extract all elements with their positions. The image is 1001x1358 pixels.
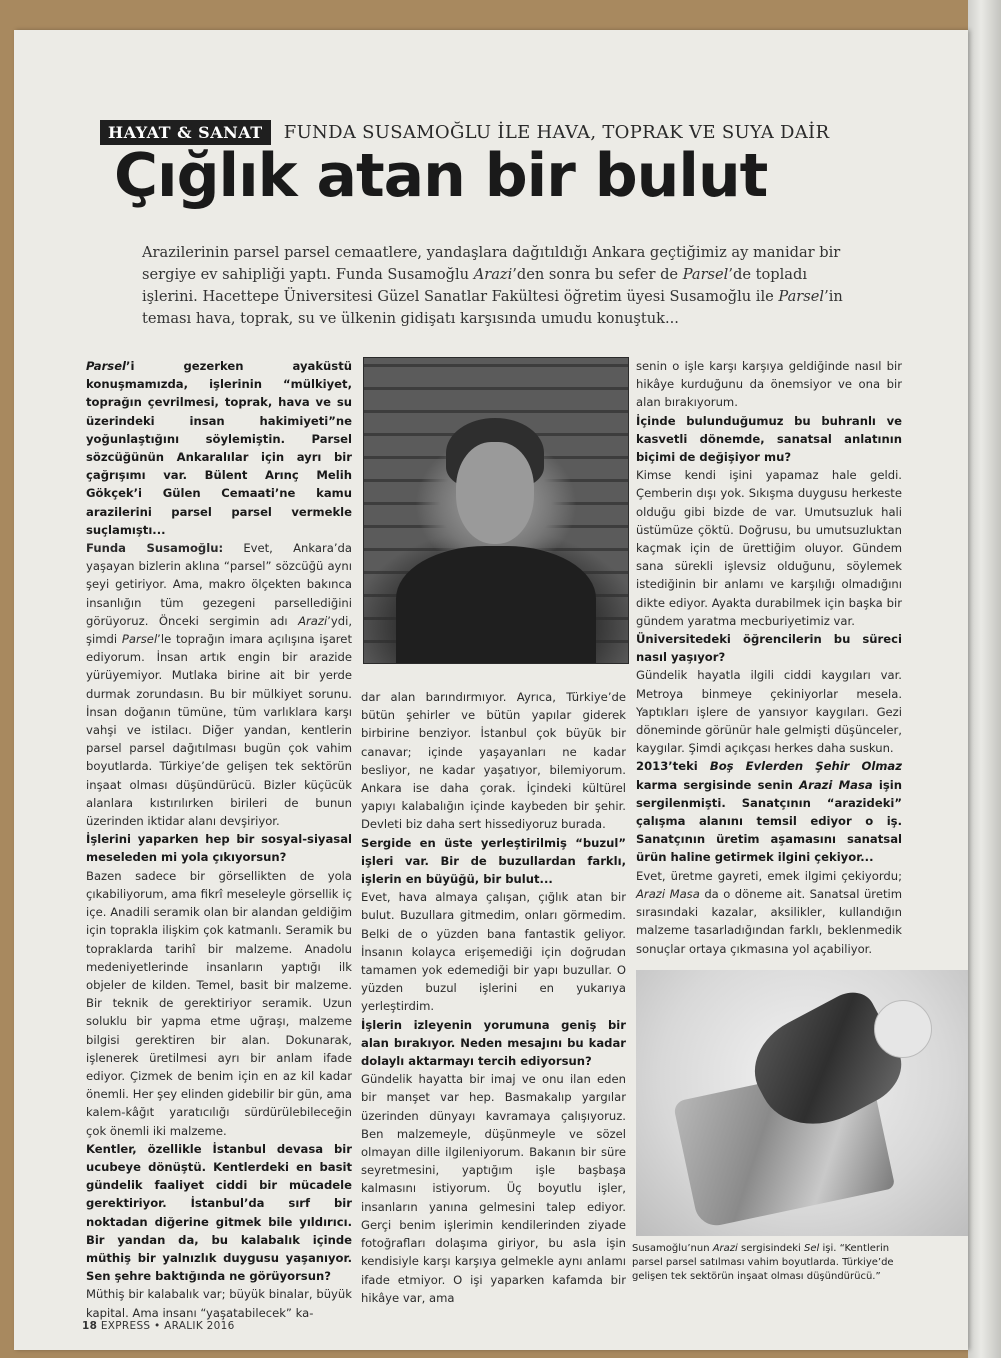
answer: Müthiş bir kalabalık var; büyük binalar, büyük kapital. Ama insanı “yaşatabilecek” ka- bbox=[86, 1287, 352, 1320]
text-column-1 bbox=[86, 357, 352, 1322]
page-footer bbox=[82, 1320, 235, 1332]
page-number: 18 bbox=[82, 1320, 98, 1332]
artist-portrait-photo bbox=[363, 357, 629, 664]
text-column-3 bbox=[636, 357, 902, 958]
question: İşlerini yaparken hep bir sosyal-siyasal meseleden mi yola çıkıyorsun? bbox=[86, 832, 352, 865]
answer: Gündelik hayatla ilgili ciddi kaygıları var. Metroya binmeye çekiniyorlar mesela. Yaptıkları işlere de yansıyor kaygıları. Gezi döneminde görünür hale gelmişti düşünceler, kaygılar. Şimdi açıkçası herkes daha suskun. bbox=[636, 668, 902, 756]
answer: dar alan barındırmıyor. Ayrıca, Türkiye’de bütün şehirler ve bütün yapılar giderek birbirine benziyor. İstanbul çok büyük bir canavar; içinde yaşayanları ne kadar besliyor, ne kadar yaşatıyor, bilemiyorum. Ankara ise daha çorak. İçindeki kültürel yapıyı kalabalığın içinde kaybeden bir şehir. Devleti biz daha sert hissediyoruz burada. bbox=[361, 690, 626, 832]
answer: Evet, üretme gayreti, emek ilgimi çekiyordu; Arazi Masa da o döneme ait. Sanatsal üretim sırasındaki kazalar, aksilikler, kullandığın malzeme tasarladığından farklı, beklenmedik sonuçlar ortaya çıkmasına yol açabiliyor. bbox=[636, 868, 903, 956]
answer: senin o işle karşı karşıya geldiğinde nasıl bir hikâye kurduğunu da önemsiyor ve ona bir alan bırakıyorum. bbox=[636, 359, 902, 410]
question: Kentler, özellikle İstanbul devasa bir ucubeye dönüştü. Kentlerdeki en basit gündelik faaliyet ciddi bir mücadele gerektiriyor. İstanbul’da sırf bir noktadan diğerine gitmek bile yıldırıcı. Bir yandan da, bu kalabalık içinde müthiş bir yalnızlık duygusu yaşanıyor. Sen şehre baktığında ne görüyorsun? bbox=[86, 1141, 352, 1284]
adjacent-page-edge bbox=[968, 0, 1001, 1358]
text-column-2 bbox=[361, 688, 626, 1307]
article-lead: Arazilerinin parsel parsel cemaatlere, yandaşlara dağıtıldığı Ankara geçtiğimiz ay manidar bir sergiye ev sahipliği yaptı. Funda Susamoğlu Arazi’den sonra bu sefer de Parsel’de topladı işlerini. Hacettepe Üniversitesi Güzel Sanatlar Fakültesi öğretim üyesi Susamoğlu ile Parsel’in teması hava, toprak, su ve ülkenin gidişatı karşısında umudu konuştuk... bbox=[142, 244, 843, 327]
article-headline: Çığlık atan bir bulut bbox=[114, 141, 768, 211]
question: İçinde bulunduğumuz bu buhranlı ve kasvetli dönemde, sanatsal anlatının biçimi de değişiyor mu? bbox=[636, 413, 902, 465]
question: İşlerin izleyenin yorumuna geniş bir alan bırakıyor. Neden mesajını bu kadar dolaylı aktarmayı tercih ediyorsun? bbox=[361, 1017, 626, 1069]
photo-caption: Susamoğlu’nun Arazi sergisindeki Sel işi. “Kentlerin parsel parsel satılması vahim boyutlarda. Türkiye’de gelişen tek sektörün inşaat olması düşündürücü.” bbox=[632, 1243, 894, 1282]
question: Üniversitedeki öğrencilerin bu süreci nasıl yaşıyor? bbox=[636, 632, 902, 665]
artwork-photo bbox=[636, 970, 968, 1236]
answer: Bazen sadece bir görsellikten de yola çıkabiliyorum, ama fikrî meseleyle görsellik iç içe. Anadili seramik olan bir alandan geldiğim için toprakla ilişkim çok katmanlı. Seramik bu topraklarda tarihî bir malzeme. Anadolu medeniyetlerinde insanların yaptığı ilk objeler de kilden. Temel, basit bir malzeme. Bir teknik de gerektiriyor seramik. Uzun soluklu bir yapma etme uğraşı, malzeme bilgisi gerektiren bir alan. Dokunarak, işlenerek üretilmesi ayrı bir anlam ifade ediyor. Çizmek de benim için en az kil kadar önemli. Her şey elinden gidebilir bir gün, ama kalem-kâğıt yaratıcılığı sürdürülebileceğin çok önemli iki malzeme. bbox=[86, 868, 352, 1138]
magazine-page bbox=[14, 30, 968, 1350]
answer: Evet, hava almaya çalışan, çığlık atan bir bulut. Buzullara gitmedim, onları görmedim. Belki de o yüzden bana fantastik geliyor. İnsanın kolayca erişemediği için doğrudan tamamen yok edemediği bir yapı buzullar. O yüzden buzul işlerini en yukarıya yerleştirdim. bbox=[361, 890, 626, 1014]
answer: Gündelik hayatta bir imaj ve onu ilan eden bir manşet var hep. Basmakalıp yargılar üzerinden dünyayı kavramaya çalışıyoruz. Ben malzemeyle, düşünmeyle ve sözel olmayan dille ilgileniyorum. Bakanın bir süre seyretmesini, yaptığım işle başbaşa kalmasını istiyorum. Üç boyutlu işler, insanların yanına gelmesini talep ediyor. Gerçi benim işlerimin kendilerinden ziyade fotoğrafları dolaşıma giriyor, bu asla işin kendisiyle karşı karşıya gelmekle aynı anlamı ifade etmiyor. O işi yaparken kafamda bir hikâye var, ama bbox=[361, 1072, 626, 1305]
section-label: HAYAT & SANAT bbox=[100, 120, 271, 145]
question: Sergide en üste yerleştirilmiş “buzul” işleri var. Bir de buzullardan farklı, işlerin en büyüğü, bir bulut... bbox=[361, 835, 626, 887]
question: Parsel’i gezerken ayaküstü konuşmamızda, işlerinin “mülkiyet, toprağın çevrilmesi, toprak, hava ve su üzerindeki insan hakimiyeti”ne yoğunlaştığını söylemiştin. Parsel sözcüğünün Ankaralılar için ayrı bir çağrışımı var. Bülent Arınç Melih Gökçek’i Gülen Cemaati’ne kamu arazilerini parsel parsel vermekle suçlamıştı... bbox=[86, 359, 352, 537]
answer: Funda Susamoğlu: Evet, Ankara’da yaşayan bizlerin aklına “parsel” sözcüğü aynı şeyi getiriyor. Ama, makro ölçekten bakınca insanlığın tüm gezegeni parsellediğini görüyoruz. Önceki sergimin adı Arazi’ydi, şimdi Parsel’le toprağın imara açılışına işaret ediyorum. İnsan artık engin bir arazide yürüyemiyor. Mutlaka birine ait bir yerde durmak zorundasın. Bu bir mülkiyet sorunu. İnsan doğanın tümüne, tüm varlıklara karşı vahşi ve istilacı. Diğer yandan, kentlerin parsel parsel dağıtılması bugün çok vahim boyutlarda. Türkiye’de gelişen tek sektörün inşaat olması düşündürücü. Bizler küçücük alanlara kıstırılırken birileri de bunun üzerinden iktidar alanı devşiriyor. bbox=[86, 541, 353, 829]
question: 2013’teki Boş Evlerden Şehir Olmaz karma sergisinde senin Arazi Masa işin sergilenmişti. Sanatçının “arazideki” çalışma alanını temsil ediyor o iş. Sanatçının üretim aşamasını sanatsal ürün haline getirmek ilgini çekiyor... bbox=[636, 759, 902, 865]
magazine-issue: EXPRESS • ARALIK 2016 bbox=[100, 1320, 235, 1332]
answer: Kimse kendi işini yapamaz hale geldi. Çemberin dışı yok. Sıkışma duygusu herkeste olduğu gibi bizde de var. Umutsuzluk hali üstümüze çöktü. Doğrusu, bu umutsuzluktan kaçmak için de ürettiğim oluyor. Gündem sana sürekli işlevsiz olduğunu, söylemek istediğinin bir anlamı ve karşılığı olmadığını dikte ediyor. Ayakta durabilmek için başka bir gündem yaratma mecburiyetimiz var. bbox=[636, 468, 902, 628]
interviewee-name: Funda Susamoğlu: bbox=[86, 541, 224, 556]
article-topic: FUNDA SUSAMOĞLU İLE HAVA, TOPRAK VE SUYA DAİR bbox=[283, 122, 830, 143]
